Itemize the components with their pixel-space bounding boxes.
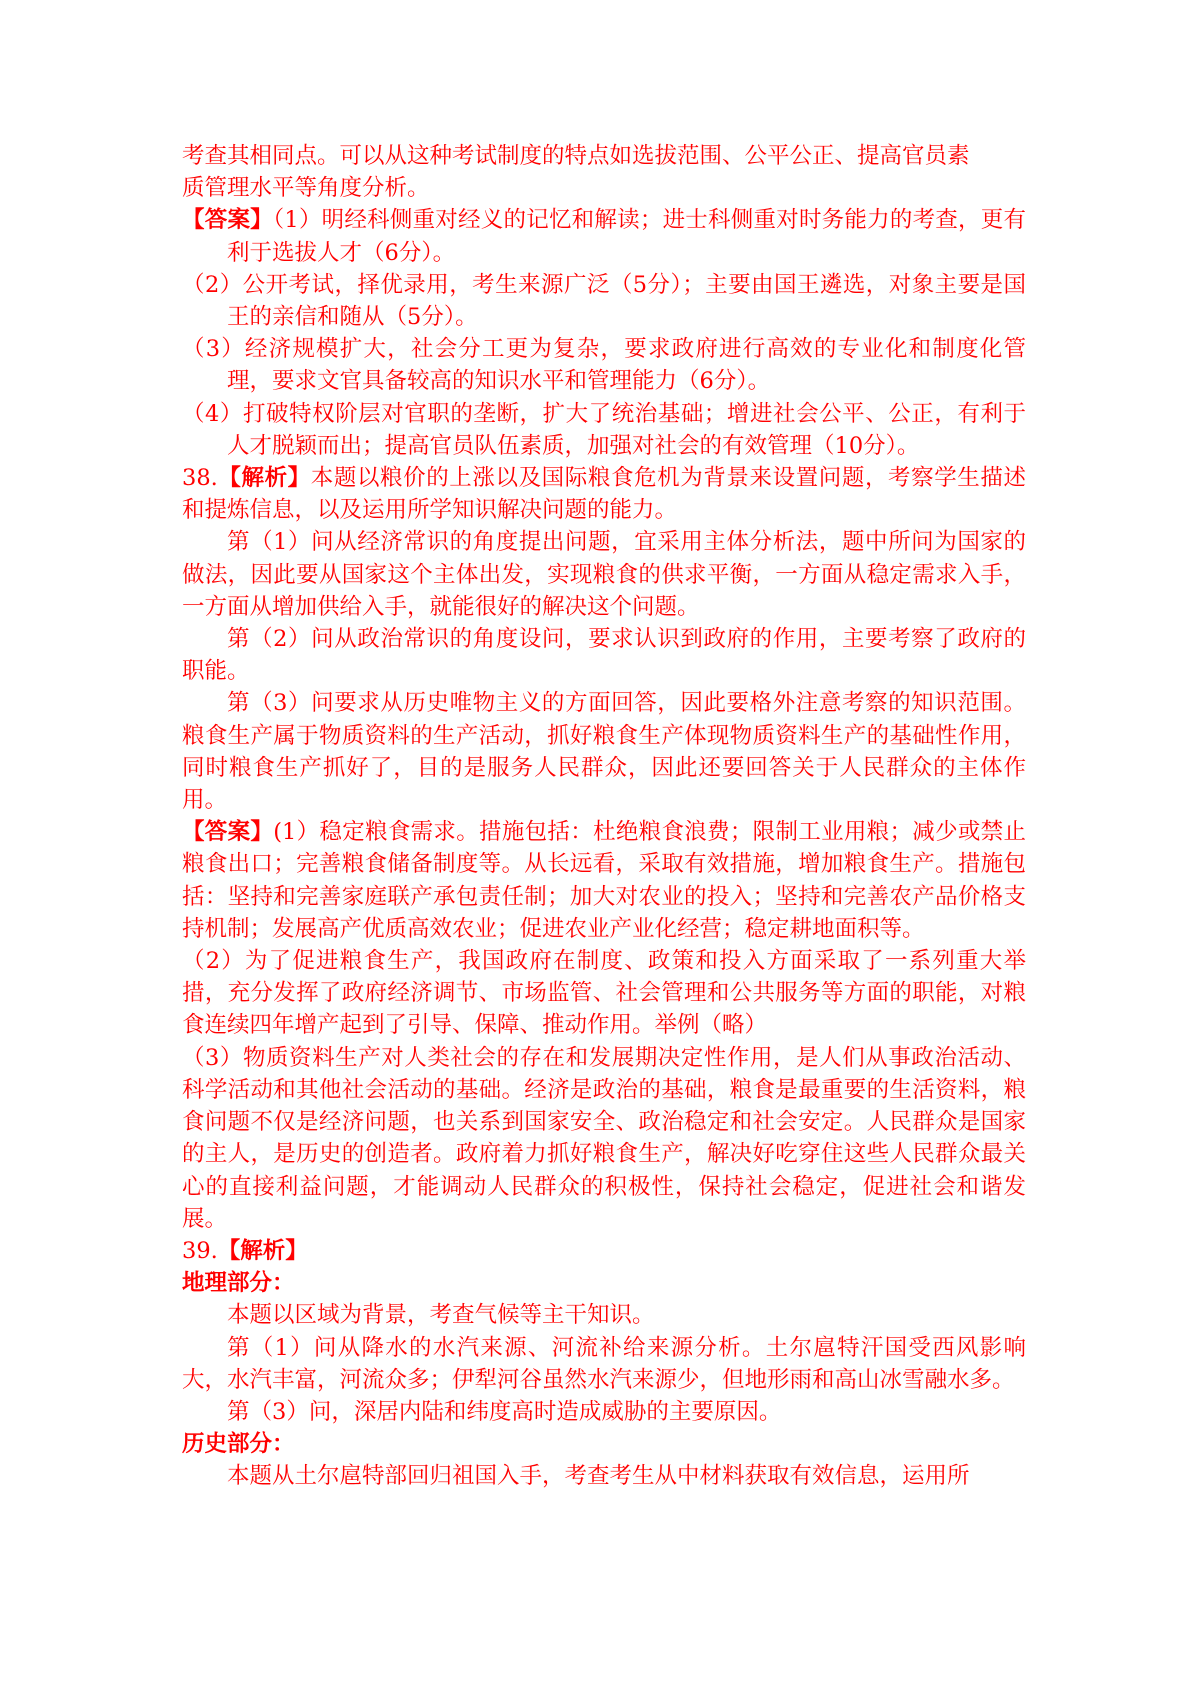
q38-answer-1 [182,816,1026,945]
q38-analysis-para-2: 第（2）问从政治常识的角度设问，要求认识到政府的作用，主要考察了政府的职能。 [182,626,1026,685]
intro-line-2: 质管理水平等角度分析。 [182,175,430,202]
q39-number: 39. [182,1237,218,1264]
history-heading: 历史部分： [182,1431,295,1458]
q38-analysis-para-3: 第（3）问要求从历史唯物主义的方面回答，因此要格外注意考察的知识范围。粮食生产属于物质资料的生产活动，抓好粮食生产体现物质资料生产的基础性作用，同时粮食生产抓好了，目的是服务人民群众，因此还要回答关于人民群众的主体作用。 [182,690,1026,814]
geography-para-1: 本题以区域为背景，考查气候等主干知识。 [227,1302,655,1329]
q37-answer-1-text: （1）明经科侧重对经义的记忆和解读；进士科侧重对时务能力的考查，更有利于选拔人才（6分）。 [227,207,1026,266]
q38-answer-2: （2）为了促进粮食生产，我国政府在制度、政策和投入方面采取了一系列重大举措，充分发挥了政府经济调节、市场监管、社会管理和公共服务等方面的职能，对粮食连续四年增产起到了引导、保障、推动作用。举例（略） [182,948,1026,1039]
geography-heading: 地理部分： [182,1270,295,1297]
q38-answer-1-text: (1）稳定粮食需求。措施包括：杜绝粮食浪费；限制工业用粮；减少或禁止粮食出口；完善粮食储备制度等。从长远看，采取有效措施，增加粮食生产。措施包括：坚持和完善家庭联产承包责任制；加大对农业的投入；坚持和完善农产品价格支持机制；发展高产优质高效农业；促进农业产业化经营；稳定耕地面积等。 [182,819,1026,942]
q38-analysis-intro-text: 本题以粮价的上涨以及国际粮食危机为背景来设置问题，考察学生描述和提炼信息，以及运用所学知识解决问题的能力。 [182,465,1026,524]
q37-answer-4: （4）打破特权阶层对官职的垄断，扩大了统治基础；增进社会公平、公正，有利于人才脱颖而出；提高官员队伍素质，加强对社会的有效管理（10分）。 [182,400,1026,459]
geography-para-2: 第（1）问从降水的水汽来源、河流补给来源分析。土尔扈特汗国受西风影响大，水汽丰富，河流众多；伊犁河谷虽然水汽来源少，但地形雨和高山冰雪融水多。 [182,1334,1026,1393]
q38-answer-3: （3）物质资料生产对人类社会的存在和发展期决定性作用，是人们从事政治活动、科学活动和其他社会活动的基础。经济是政治的基础，粮食是最重要的生活资料，粮食问题不仅是经济问题，也关系到国家安全、政治稳定和社会安定。人民群众是国家的主人，是历史的创造者。政府着力抓好粮食生产，解决好吃穿住这些人民群众最关心的直接利益问题，才能调动人民群众的积极性，保持社会稳定，促进社会和谐发展。 [182,1044,1026,1232]
document-page [182,140,1026,1493]
geography-para-3: 第（3）问，深居内陆和纬度高时造成威胁的主要原因。 [227,1398,782,1425]
intro-line-1: 考查其相同点。可以从这种考试制度的特点如选拔范围、公平公正、提高官员素 [182,143,970,169]
q38-analysis-intro [182,462,1026,526]
q37-answer-2: （2）公开考试，择优录用，考生来源广泛（5分）；主要由国王遴选，对象主要是国王的亲信和随从（5分）。 [182,271,1026,331]
q39-analysis-heading [182,1235,1026,1267]
answer-label: 【答案】 [182,207,273,234]
history-para-1: 本题从土尔扈特部回归祖国入手，考查考生从中材料获取有效信息，运用所 [227,1463,970,1490]
analysis-label: 【解析】 [217,1237,308,1264]
q38-number: 38. [182,465,218,492]
q37-answer-1 [182,204,1026,268]
analysis-label: 【解析】 [217,465,311,492]
q38-analysis-para-1: 第（1）问从经济常识的角度提出问题，宜采用主体分析法，题中所问为国家的做法，因此要从国家这个主体出发，实现粮食的供求平衡，一方面从稳定需求入手，一方面从增加供给入手，就能很好的解决这个问题。 [182,529,1026,620]
answer-label: 【答案】 [182,819,274,846]
q37-answer-3: （3）经济规模扩大，社会分工更为复杂，要求政府进行高效的专业化和制度化管理，要求文官具备较高的知识水平和管理能力（6分）。 [182,336,1026,395]
